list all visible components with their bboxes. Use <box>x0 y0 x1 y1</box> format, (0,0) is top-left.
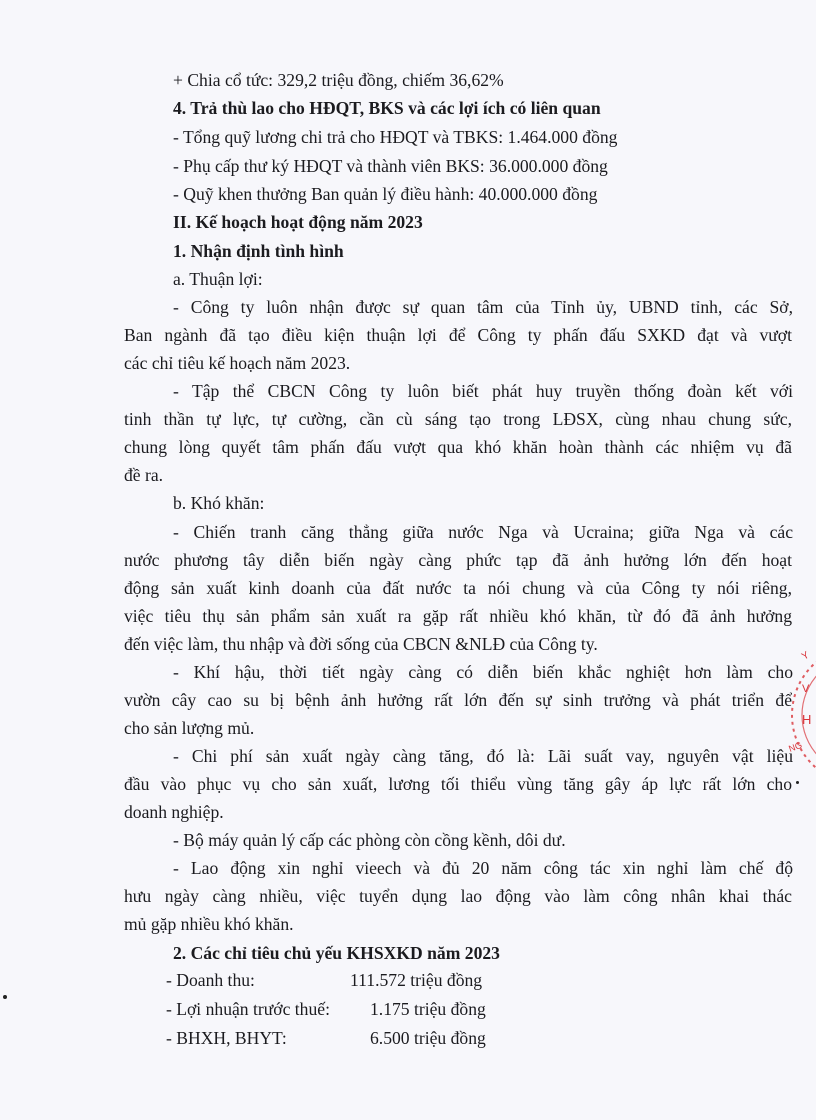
stamp-glyph: V <box>802 683 810 695</box>
target-label: - Doanh thu: <box>166 970 255 990</box>
paragraph-line: động sản xuất kinh doanh của đất nước ta nói chung và của Công ty nói riêng, <box>124 578 792 598</box>
list-item: - Phụ cấp thư ký HĐQT và thành viên BKS: 36.000.000 đồng <box>173 156 608 176</box>
paragraph-line: cho sản lượng mủ. <box>124 718 255 738</box>
company-stamp <box>782 630 816 800</box>
heading-plan-2023: II. Kế hoạch hoạt động năm 2023 <box>173 212 423 232</box>
paragraph-line: doanh nghiệp. <box>124 802 224 822</box>
label-advantages: a. Thuận lợi: <box>173 269 263 289</box>
scan-speck <box>796 781 799 784</box>
target-value: 1.175 triệu đồng <box>370 999 486 1019</box>
stamp-glyph: NG <box>787 739 804 754</box>
heading-key-targets: 2. Các chỉ tiêu chủ yếu KHSXKD năm 2023 <box>173 943 500 963</box>
paragraph-line: đề ra. <box>124 465 164 485</box>
paragraph-line: - Công ty luôn nhận được sự quan tâm của Tỉnh ủy, UBND tỉnh, các Sở, <box>173 297 793 317</box>
target-label: - Lợi nhuận trước thuế: <box>166 999 330 1019</box>
paragraph-line: chung lòng quyết tâm phấn đấu vượt qua khó khăn hoàn thành các nhiệm vụ đã <box>124 437 792 457</box>
paragraph-line: - Chi phí sản xuất ngày càng tăng, đó là: Lãi suất vay, nguyên vật liệu <box>173 746 793 766</box>
target-label: - BHXH, BHYT: <box>166 1028 287 1048</box>
paragraph-line: - Bộ máy quản lý cấp các phòng còn cồng kềnh, dôi dư. <box>173 830 566 850</box>
paragraph-line: hưu ngày càng nhiều, việc tuyển dụng lao động vào làm công nhân khai thác <box>124 886 792 906</box>
target-value: 111.572 triệu đồng <box>350 970 483 990</box>
paragraph-line: - Khí hậu, thời tiết ngày càng có diễn biến khắc nghiệt hơn làm cho <box>173 662 793 682</box>
stamp-glyph: H <box>802 712 812 727</box>
paragraph-line: tinh thần tự lực, tự cường, cần cù sáng tạo trong LĐSX, cùng nhau chung sức, <box>124 409 792 429</box>
heading-remuneration: 4. Trả thù lao cho HĐQT, BKS và các lợi ích có liên quan <box>173 98 601 118</box>
paragraph-line: vườn cây cao su bị bệnh ảnh hưởng rất lớn đến sự sinh trưởng và phát triển để <box>124 690 792 710</box>
target-value: 6.500 triệu đồng <box>370 1028 486 1048</box>
paragraph-line: các chỉ tiêu kế hoạch năm 2023. <box>124 353 351 373</box>
paragraph-line: mủ gặp nhiều khó khăn. <box>124 914 294 934</box>
paragraph-line: - Chiến tranh căng thẳng giữa nước Nga và Ucraina; giữa Nga và các <box>173 522 793 542</box>
paragraph-line: - Tập thể CBCN Công ty luôn biết phát huy truyền thống đoàn kết với <box>173 381 793 401</box>
paragraph-line: Ban ngành đã tạo điều kiện thuận lợi để Công ty phấn đấu SXKD đạt và vượt <box>124 325 792 345</box>
list-item: - Quỹ khen thưởng Ban quản lý điều hành: 40.000.000 đồng <box>173 184 598 204</box>
dividend-line: + Chia cổ tức: 329,2 triệu đồng, chiếm 36,62% <box>173 70 504 90</box>
paragraph-line: đầu vào phục vụ cho sản xuất, lương tối thiểu vùng tăng gây áp lực rất lớn cho <box>124 774 792 794</box>
paragraph-line: nước phương tây diễn biến ngày càng phức tạp đã ảnh hưởng lớn đến hoạt <box>124 550 792 570</box>
label-difficulties: b. Khó khăn: <box>173 493 265 513</box>
list-item: - Tổng quỹ lương chi trả cho HĐQT và TBKS: 1.464.000 đồng <box>173 127 618 147</box>
paragraph-line: đến việc làm, thu nhập và đời sống của CBCN &NLĐ của Công ty. <box>124 634 598 654</box>
scan-speck <box>3 995 7 999</box>
paragraph-line: - Lao động xin nghỉ vieech và đủ 20 năm công tác xin nghỉ làm chế độ <box>173 858 793 878</box>
heading-assessment: 1. Nhận định tình hình <box>173 241 344 261</box>
paragraph-line: việc tiêu thụ sản phẩm sản xuất ra gặp rất nhiều khó khăn, từ đó đã ảnh hưởng <box>124 606 792 626</box>
stamp-glyph: Y <box>800 649 812 663</box>
